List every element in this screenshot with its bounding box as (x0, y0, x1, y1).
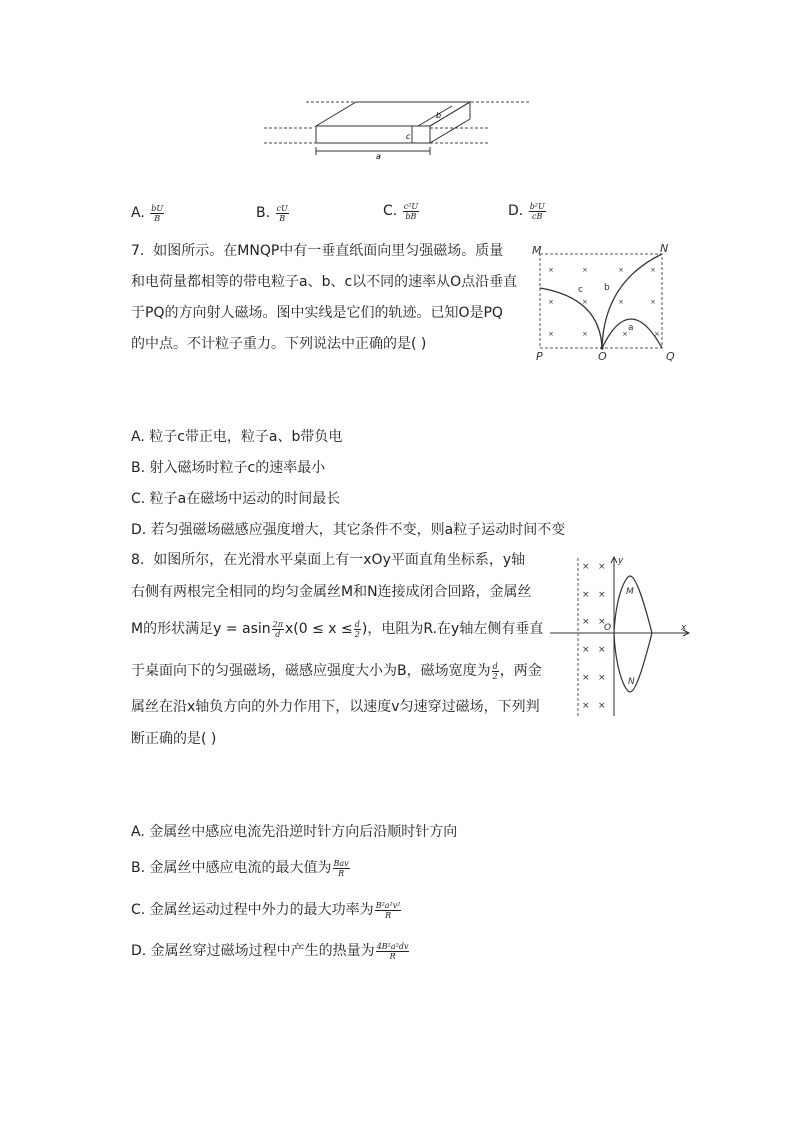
label-N: N (660, 242, 669, 255)
svg-text:×: × (548, 266, 554, 274)
q8-stem-line-6: 断正确的是( ) (131, 731, 217, 747)
svg-text:×: × (582, 298, 588, 306)
svg-text:×: × (582, 562, 590, 572)
q8-option-b: B. 金属丝中感应电流的最大值为 $\frac{\text{Bav}}{R}$ (131, 858, 349, 878)
q8-stem-line-2: 右侧有两根完全相同的均匀金属丝M和N连接成闭合回路，金属丝 (131, 584, 532, 600)
label-c: c (578, 285, 583, 295)
q7-option-d: D. 若匀强磁场磁感应强度增大，其它条件不变，则a粒子运动时间不变 (131, 522, 566, 538)
svg-text:×: × (650, 266, 656, 274)
label-b: b (436, 111, 442, 120)
q6-option-a: A. $\frac{bU}{B}$ (131, 203, 164, 223)
q8-option-a: A. 金属丝中感应电流先沿逆时针方向后沿顺时针方向 (131, 824, 458, 840)
label-P: P (536, 350, 543, 363)
label-y: y (618, 556, 624, 566)
label-x: x (681, 623, 687, 633)
q7-option-a: A. 粒子c带正电，粒子a、b带负电 (131, 429, 343, 445)
svg-text:×: × (598, 590, 606, 600)
q8-stem-line-3: M的形状满足y = asin $\frac{2\pi}{d}$ x(0 ≤ x ≤ $\frac{d}{2}$ )，电阻为R.在y轴左侧有垂直 (131, 619, 544, 639)
svg-text:×: × (618, 266, 624, 274)
svg-text:×: × (548, 298, 554, 306)
label-b: b (604, 283, 610, 293)
q8-coordinate-figure (548, 554, 694, 718)
label-N: N (628, 677, 635, 687)
svg-text:×: × (582, 330, 588, 338)
label-a: a (628, 323, 634, 333)
svg-text:×: × (598, 645, 606, 655)
q8-stem-line-4: 于桌面向下的匀强磁场，磁感应强度大小为B，磁场宽度为 $\frac{d}{2}$ ，两金 (131, 661, 542, 681)
q6-option-b: B. $\frac{cU}{B}$ (256, 203, 288, 223)
svg-text:×: × (582, 266, 588, 274)
svg-text:×: × (598, 701, 606, 711)
label-M: M (626, 587, 634, 597)
q8-stem-line-5: 属丝在沿x轴负方向的外力作用下，以速度v匀速穿过磁场，下列判 (131, 699, 540, 715)
svg-text:×: × (582, 590, 590, 600)
wire-M (614, 576, 652, 633)
q7-stem-line-4: 的中点。不计粒子重力。下列说法中正确的是( ) (131, 336, 427, 352)
q8-option-d: D. 金属丝穿过磁场过程中产生的热量为 $\frac{\text{4B²a²dv}}{R}$ (131, 941, 409, 961)
svg-text:×: × (582, 673, 590, 683)
svg-text:×: × (654, 330, 660, 338)
slab-figure (260, 96, 540, 160)
label-O: O (604, 623, 612, 633)
q8-stem-line-1: 8. 如图所尔，在光滑水平桌面上有一xOy平面直角坐标系，y轴 (131, 552, 526, 568)
label-O: O (598, 350, 607, 363)
q8-option-c: C. 金属丝运动过程中外力的最大功率为 $\frac{\text{B²a²v²}}{R}$ (131, 900, 401, 920)
q7-stem-line-1: 7. 如图所示。在MNQP中有一垂直纸面向里匀强磁场。质量 (131, 243, 504, 259)
q7-magnetic-field-figure (530, 240, 690, 364)
svg-text:×: × (598, 673, 606, 683)
svg-text:×: × (622, 330, 628, 338)
trajectory-c (540, 288, 602, 348)
svg-text:×: × (598, 617, 606, 627)
svg-text:×: × (582, 645, 590, 655)
q6-option-c: C. $\frac{\text{c²U}}{bB}$ (383, 201, 419, 221)
label-c: c (406, 132, 411, 141)
label-Q: Q (666, 350, 675, 363)
q7-option-b: B. 射入磁场时粒子c的速率最小 (131, 460, 326, 476)
q6-option-d: D. $\frac{\text{b²U}}{cB}$ (508, 201, 545, 221)
label-a: a (376, 152, 381, 160)
svg-text:×: × (598, 562, 606, 572)
svg-text:×: × (582, 617, 590, 627)
q7-stem-line-2: 和电荷量都相等的带电粒子a、b、c以不同的速率从O点沿垂直 (131, 274, 518, 290)
svg-text:×: × (650, 298, 656, 306)
q7-stem-line-3: 于PQ的方向射人磁场。图中实线是它们的轨迹。已知O是PQ (131, 305, 503, 321)
svg-text:×: × (582, 701, 590, 711)
svg-text:×: × (618, 298, 624, 306)
svg-text:×: × (548, 330, 554, 338)
label-M: M (532, 244, 542, 257)
q7-option-c: C. 粒子a在磁场中运动的时间最长 (131, 491, 341, 507)
